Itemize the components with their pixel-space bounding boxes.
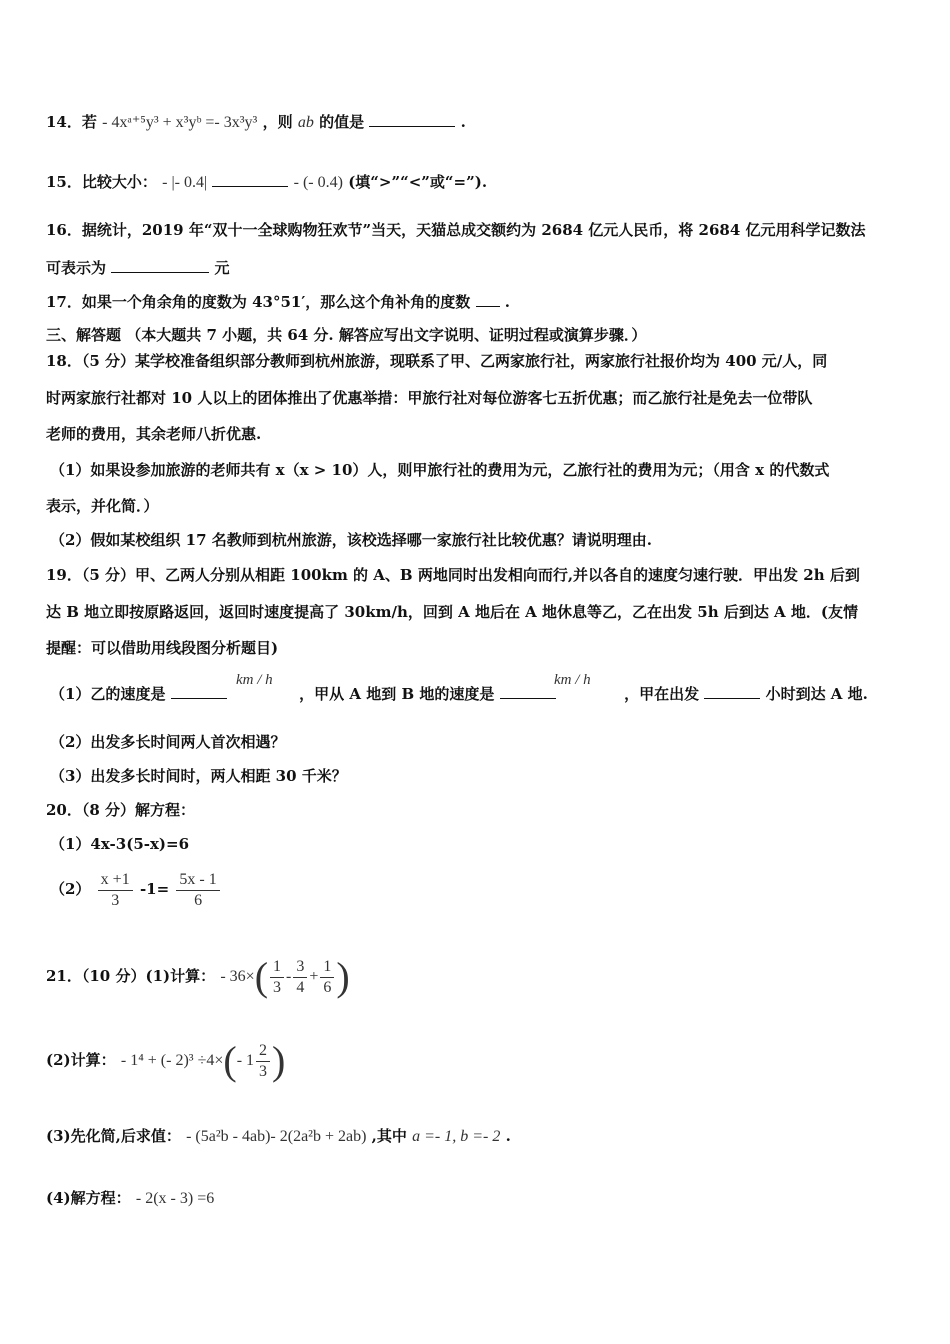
question-14 — [46, 112, 910, 133]
q15-answer-blank[interactable] — [212, 172, 288, 187]
q21-f3-num: 1 — [320, 957, 334, 978]
q16-unit: 元 — [214, 259, 230, 277]
q14-ab: ab — [297, 114, 314, 131]
q21-f1-den: 3 — [273, 978, 282, 996]
q19-part1-text-a: （1）乙的速度是 — [50, 685, 166, 703]
q20-part2-label: （2） — [50, 880, 91, 898]
q21-e2-mixed-whole: - 1 — [236, 1052, 255, 1069]
q16-answer-blank[interactable] — [111, 258, 209, 273]
right-paren-icon: ) — [336, 954, 350, 999]
q21-f2-num: 3 — [293, 957, 307, 978]
q21-title: 21．（10 分）(1)计算： — [46, 967, 216, 985]
q19-speed-a-blank[interactable] — [500, 684, 556, 699]
q21-op-2: + — [309, 968, 319, 985]
question-21-part-3 — [46, 1126, 910, 1147]
question-16-line-1: 16．据统计，2019 年“双十一全球购物狂欢节”当天，天猫总成交额约为 2684 亿元人民币，将 2684 亿元用科学记数法 — [46, 221, 866, 239]
q20-frac1-numerator: x +1 — [98, 870, 133, 891]
q21-op-1: - — [286, 968, 292, 985]
right-paren-icon: ) — [272, 1038, 286, 1083]
question-19-line-2: 达 B 地立即按原路返回，返回时速度提高了 30km/h，回到 A 地后在 A 地休息等乙，乙在出发 5h 后到达 A 地．(友情 — [46, 603, 859, 621]
question-18-line-1: 18．（5 分）某学校准备组织部分教师到杭州旅游，现联系了甲、乙两家旅行社，两家旅行社报价均为 400 元/人，同 — [46, 352, 828, 370]
question-20-title: 20．（8 分）解方程： — [46, 801, 196, 819]
q21-f1-num: 1 — [270, 957, 284, 978]
question-18-part-1-cont: 表示，并化简．） — [46, 497, 159, 515]
q20-frac1-denominator: 3 — [111, 891, 120, 909]
q21-e3-expression: - (5a²b - 4ab)- 2(2a²b + 2ab) — [186, 1128, 367, 1145]
question-20-part-2 — [50, 866, 910, 912]
q14-end: . — [460, 113, 466, 131]
q21-e3-values: a =- 1, b =- 2 — [412, 1128, 501, 1145]
section-3-heading: 三、解答题 （本大题共 7 小题，共 64 分. 解答应写出文字说明、证明过程或演算步骤．） — [46, 326, 647, 344]
q21-e3-end: . — [505, 1127, 511, 1145]
q21-e3-connector: ,其中 — [371, 1127, 407, 1145]
q17-end: . — [504, 293, 511, 311]
left-paren-icon: ( — [223, 1038, 237, 1083]
q14-connector: ，则 — [262, 113, 293, 131]
q14-answer-blank[interactable] — [369, 112, 455, 127]
question-19-part-3: （3）出发多长时间时，两人相距 30 千米？ — [50, 767, 347, 785]
q21-label-3: (3)先化简,后求值： — [46, 1127, 181, 1145]
question-19-part-2: （2）出发多长时间两人首次相遇？ — [50, 733, 286, 751]
q21-label-2: (2)计算： — [46, 1051, 116, 1069]
q21-f4-den: 3 — [259, 1062, 268, 1080]
question-21-part-1 — [46, 952, 910, 1000]
question-15 — [46, 172, 910, 193]
q14-tail: 的值是 — [319, 113, 365, 131]
q20-minus-one-equals: -1= — [139, 880, 170, 898]
q15-hint: (填“>”“<”或“=”). — [348, 173, 488, 191]
q21-frac-4 — [256, 1041, 270, 1082]
question-18-part-1: （1）如果设参加旅游的老师共有 x（x > 10）人，则甲旅行社的费用为元，乙旅行社的费用为元；（用含 x 的代数式 — [50, 461, 830, 479]
q21-frac-1 — [270, 957, 284, 998]
question-21-part-4 — [46, 1188, 910, 1209]
q15-label: 15．比较大小： — [46, 173, 157, 191]
q20-frac2-denominator: 6 — [194, 891, 203, 909]
q21-frac-2 — [293, 957, 307, 998]
question-19-part-1 — [50, 684, 910, 704]
question-20-part-1: （1）4x-3(5-x)=6 — [50, 835, 190, 853]
q21-label-4: (4)解方程： — [46, 1189, 131, 1207]
question-21-part-2 — [46, 1036, 910, 1084]
q21-e1-prefix: - 36× — [220, 968, 255, 985]
left-paren-icon: ( — [254, 954, 269, 999]
question-19-line-1: 19．（5 分）甲、乙两人分别从相距 100km 的 A、B 两地同时出发相向而行,并以各自的速度匀速行驶．甲出发 2h 后到 — [46, 566, 860, 584]
q14-number: 14．若 — [46, 113, 97, 131]
q14-expression: - 4xᵃ⁺⁵y³ + x³yᵇ =- 3x³y³ — [102, 114, 258, 131]
q16-text: 可表示为 — [46, 259, 107, 277]
q21-f4-num: 2 — [256, 1041, 270, 1062]
question-18-part-2: （2）假如某校组织 17 名教师到杭州旅游，该校选择哪一家旅行社比较优惠？请说明理由. — [50, 531, 652, 549]
q20-frac2-numerator: 5x - 1 — [176, 870, 219, 891]
q21-e4-expression: - 2(x - 3) =6 — [135, 1190, 215, 1207]
q19-speed-b-blank[interactable] — [171, 684, 227, 699]
q20-fraction-right — [176, 870, 219, 911]
q20-fraction-left — [98, 870, 133, 911]
question-18-line-3: 老师的费用，其余老师八折优惠. — [46, 425, 262, 443]
q15-right-expression: - (- 0.4) — [293, 174, 343, 191]
q19-part1-text-d: 小时到达 A 地. — [765, 685, 868, 703]
q21-f2-den: 4 — [296, 978, 305, 996]
question-18-line-2: 时两家旅行社都对 10 人以上的团体推出了优惠举措：甲旅行社对每位游客七五折优惠；而乙旅行社是免去一位带队 — [46, 389, 813, 407]
q17-answer-blank[interactable] — [476, 292, 500, 307]
q15-left-expression: - |- 0.4| — [162, 174, 208, 191]
q17-text: 17．如果一个角余角的度数为 43°51′，那么这个角补角的度数 — [46, 293, 471, 311]
question-17 — [46, 292, 910, 312]
q19-unit-2: km / h — [554, 672, 591, 688]
q19-unit-1: km / h — [236, 672, 273, 688]
question-16-line-2 — [46, 258, 910, 278]
q21-frac-3 — [320, 957, 334, 998]
q21-e2-prefix: - 1⁴ + (- 2)³ ÷4× — [120, 1052, 224, 1069]
q19-part1-text-c: ，甲在出发 — [624, 685, 700, 703]
q19-part1-text-b: ，甲从 A 地到 B 地的速度是 — [299, 685, 495, 703]
q19-hours-blank[interactable] — [704, 684, 760, 699]
q21-f3-den: 6 — [323, 978, 332, 996]
question-19-line-3: 提醒：可以借助用线段图分析题目) — [46, 639, 279, 657]
